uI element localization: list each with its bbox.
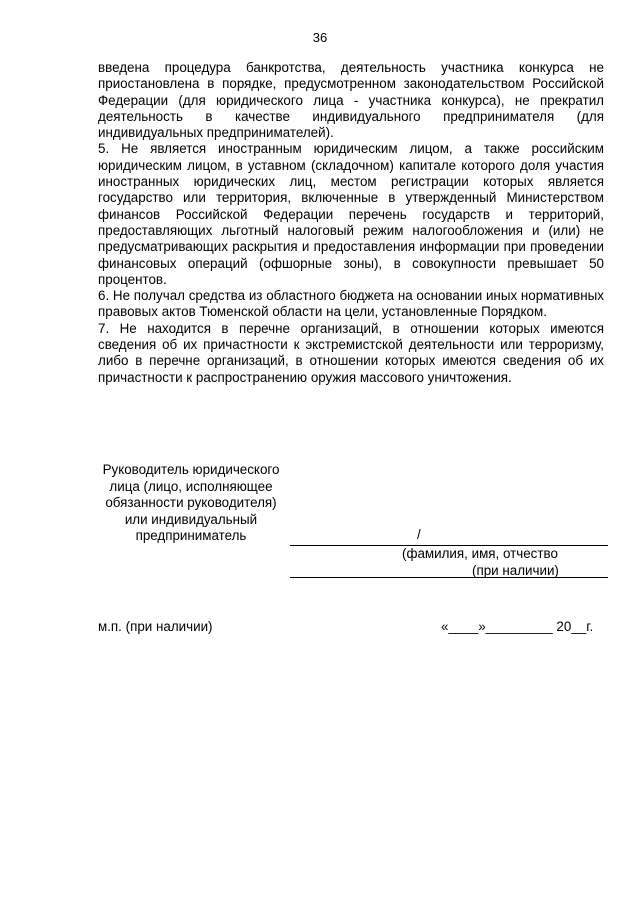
signatory-label-line: обязанности руководителя) (105, 495, 277, 510)
paragraph-continuation: введена процедура банкротства, деятельность участника конкурса не приостановлена в порядке, предусмотренном законодательством Российской Федерации (для юридического лица - участника конкурса), не прекратил деятельность в качестве индивидуального предпринимателя (для индивидуальных предпринимателей). (98, 60, 604, 141)
signatory-label (92, 462, 290, 545)
paragraph-item-5: 5. Не является иностранным юридическим лицом, а также российским юридическим лицом, в уставном (складочном) капитале которого доля участия иностранных юридических лиц, местом регистрации которых является государство или территория, включенные в утвержденный Министерством финансов Российской Федерации перечень государств и территорий, предоставляющих льготный налоговый режим налогообложения и (или) не предусматривающих раскрытия и предоставления информации при проведении финансовых операций (офшорные зоны), в совокупности превышает 50 процентов. (98, 141, 604, 287)
stamp-note: м.п. (при наличии) (98, 619, 213, 634)
name-line (290, 577, 608, 578)
signature-caption-line: (при наличии) (472, 562, 559, 578)
signature-caption (290, 546, 608, 579)
signature-caption-line: (фамилия, имя, отчество (402, 546, 558, 561)
page-number: 36 (312, 30, 328, 45)
signatory-label-line: Руководитель юридического (102, 462, 280, 477)
body-text (98, 60, 604, 386)
date-field: «____»_________ 20__г. (441, 619, 594, 634)
signatory-label-line: предприниматель (135, 528, 247, 543)
signatory-label-line: или индивидуальный (124, 511, 258, 527)
signature-separator: / (417, 527, 421, 542)
signatory-label-line: лица (лицо, исполняющее (109, 478, 273, 494)
paragraph-item-6: 6. Не получал средства из областного бюджета на основании иных нормативных правовых актов Тюменской области на цели, установленные Порядком. (98, 288, 604, 320)
paragraph-item-7: 7. Не находится в перечне организаций, в отношении которых имеются сведения об их причастности к экстремистской деятельности или терроризму, либо в перечне организаций, в отношении которых имеются сведения об их причастности к распространению оружия массового уничтожения. (98, 320, 604, 385)
